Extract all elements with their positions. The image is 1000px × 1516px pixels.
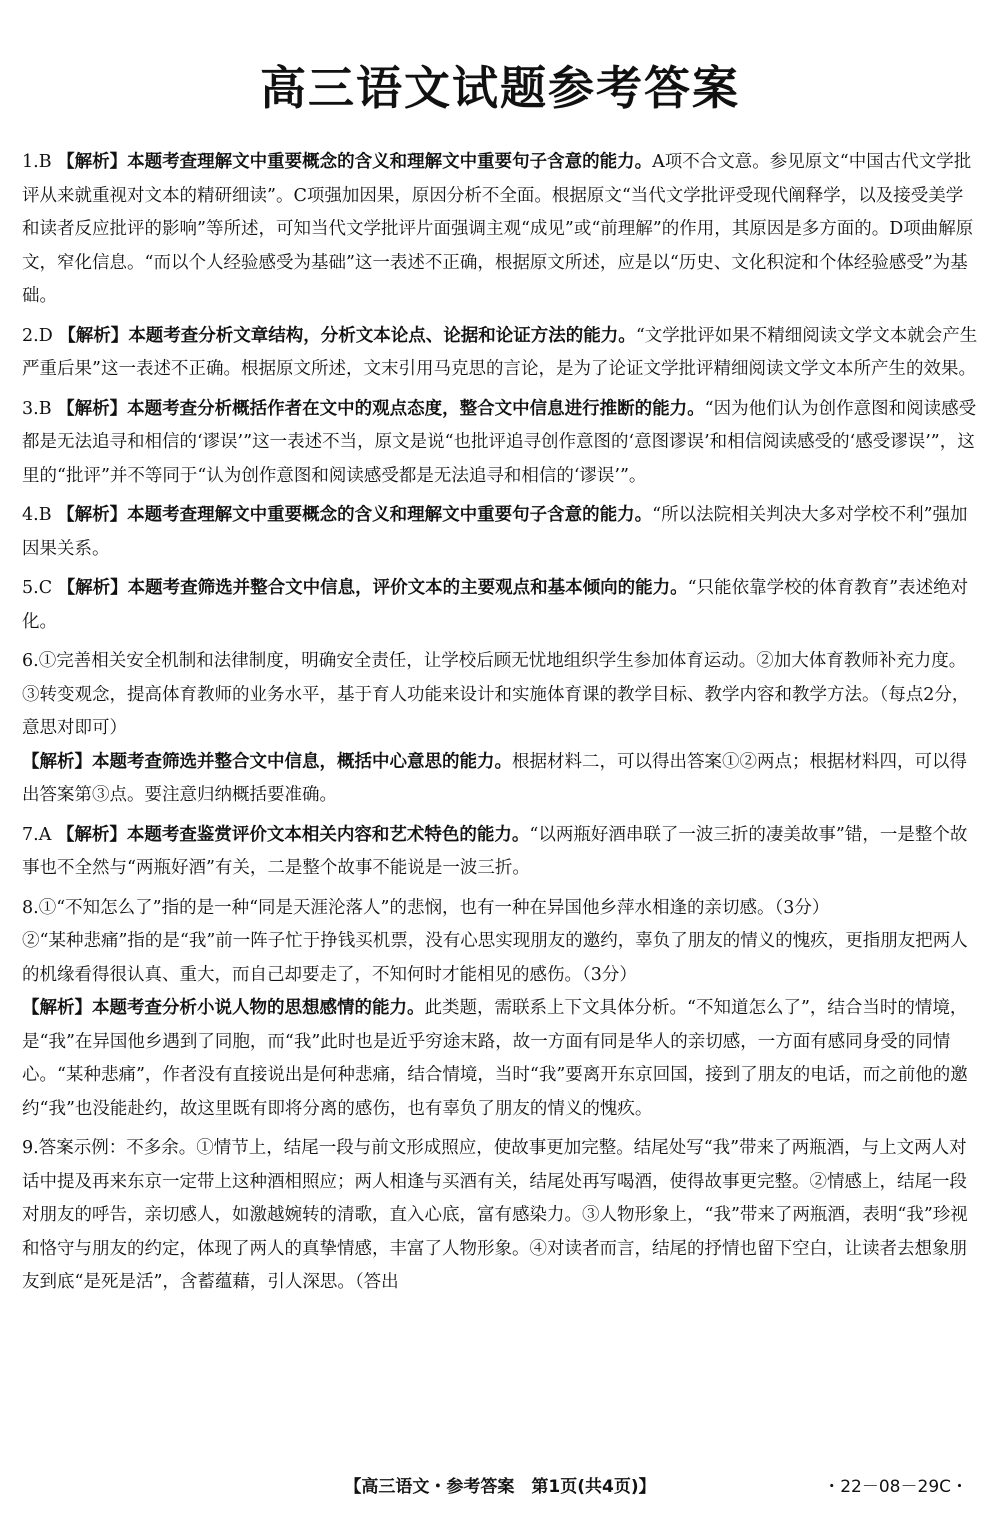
item-number: 1.B — [22, 152, 52, 172]
analysis-tag: 【解析】 — [57, 398, 128, 419]
answer-item-4 — [22, 499, 978, 566]
item-number: 6. — [22, 651, 39, 671]
analysis-lead: 本题考查分析小说人物的思想感情的能力。 — [92, 998, 425, 1018]
analysis-lead: 本题考查鉴赏评价文本相关内容和艺术特色的能力。 — [126, 824, 530, 845]
answer-item-9 — [22, 1132, 978, 1300]
answer-text: ①完善相关安全机制和法律制度，明确安全责任，让学校后顾无忧地组织学生参加体育运动。②加大体育教师补充力度。③转变观念，提高体育教师的业务水平，基于育人功能来设计和实施体育课的教学目标、教学内容和教学方法。（每点2分，意思对即可） — [22, 651, 970, 738]
answer-text: 答案示例：不多余。①情节上，结尾一段与前文形成照应，使故事更加完整。结尾处写“我”带来了两瓶酒，与上文两人对话中提及再来东京一定带上这种酒相照应；两人相逢与买酒有关，结尾处再写喝酒，使得故事更完整。②情感上，结尾一段对朋友的呼告，亲切感人，如激越婉转的清歌，直入心底，富有感染力。③人物形象上，“我”带来了两瓶酒，表明“我”珍视和恪守与朋友的约定，体现了两人的真挚情感，丰富了人物形象。④对读者而言，结尾的抒情也留下空白，让读者去想象朋友到底“是死是活”，含蓄蕴藉，引人深思。（答出 — [22, 1138, 968, 1292]
item-number: 4.B — [22, 505, 52, 525]
answer-list — [22, 146, 978, 1306]
analysis-body: A项不合文意。参见原文“中国古代文学批评从来就重视对文本的精研细读”。C项强加因果，原因分析不全面。根据原文“当代文学批评受现代阐释学，以及接受美学和读者反应批评的影响”等所述，可知当代文学批评片面强调主观“成见”或“前理解”的作用，其原因是多方面的。D项曲解原文，窄化信息。“而以个人经验感受为基础”这一表述不正确，根据原文所述，应是以“历史、文化积淀和个体经验感受”为基础。 — [22, 152, 974, 306]
answer-text-2: ②“某种悲痛”指的是“我”前一阵子忙于挣钱买机票，没有心思实现朋友的邀约，辜负了朋友的情义的愧疚，更指朋友把两人的机缘看得很认真、重大，而自己却要走了，不知何时才能相见的感伤。（3分） — [22, 931, 968, 985]
answer-item-1 — [22, 146, 978, 314]
analysis-lead: 本题考查理解文中重要概念的含义和理解文中重要句子含意的能力。 — [127, 152, 653, 172]
analysis-lead: 本题考查筛选并整合文中信息，评价文本的主要观点和基本倾向的能力。 — [127, 578, 688, 598]
item-number: 8. — [22, 897, 39, 918]
analysis-tag: 【解析】 — [57, 578, 128, 598]
page-footer — [0, 1468, 1000, 1498]
item-number: 3.B — [22, 398, 52, 419]
analysis-tag: 【解析】 — [22, 998, 92, 1018]
page-title: 高三语文试题参考答案 — [260, 61, 740, 115]
analysis-body: “只能依靠学校的体育教育”表述绝对化。 — [22, 578, 969, 632]
analysis-body: “以两瓶好酒串联了一波三折的凄美故事”错，一是整个故事也不全然与“两瓶好酒”有关，二是整个故事不能说是一波三折。 — [22, 824, 968, 878]
item-number: 5.C — [22, 578, 53, 598]
footer-page-info: 【高三语文・参考答案 第1页(共4页)】 — [344, 1477, 656, 1497]
analysis-body: “文学批评如果不精细阅读文学文本就会产生严重后果”这一表述不正确。根据原文所述，文末引用马克思的言论，是为了论证文学批评精细阅读文学文本所产生的效果。 — [22, 325, 978, 379]
analysis-body: “所以法院相关判决大多对学校不利”强加因果关系。 — [22, 505, 968, 559]
analysis-tag: 【解析】 — [57, 152, 128, 172]
analysis-lead: 本题考查筛选并整合文中信息，概括中心意思的能力。 — [92, 751, 512, 772]
analysis-tag: 【解析】 — [58, 325, 129, 346]
analysis-tag: 【解析】 — [57, 505, 128, 525]
item-number: 9. — [22, 1138, 39, 1158]
analysis-tag: 【解析】 — [56, 824, 127, 845]
answer-item-7 — [22, 819, 978, 886]
answer-item-3 — [22, 393, 978, 494]
item-number: 2.D — [22, 325, 53, 346]
item-number: 7.A — [22, 824, 52, 845]
answer-item-8 — [22, 892, 978, 1127]
analysis-body: 根据材料二，可以得出答案①②两点；根据材料四，可以得出答案第③点。要注意归纳概括要准确。 — [22, 751, 967, 805]
analysis-lead: 本题考查分析文章结构，分析文本论点、论据和论证方法的能力。 — [128, 325, 636, 346]
footer-code: ・22－08－29C・ — [823, 1477, 968, 1497]
analysis-body: 此类题，需联系上下文具体分析。“不知道怎么了”，结合当时的情境，是“我”在异国他乡遇到了同胞，而“我”此时也是近乎穷途末路，故一方面有同是华人的亲切感，一方面有感同身受的同情心。“某种悲痛”，作者没有直接说出是何种悲痛，结合情境，当时“我”要离开东京回国，接到了朋友的电话，而之前他的邀约“我”也没能赴约，故这里既有即将分离的感伤，也有辜负了朋友的情义的愧疚。 — [22, 998, 968, 1119]
analysis-tag: 【解析】 — [22, 751, 92, 772]
analysis-lead: 本题考查分析概括作者在文中的观点态度，整合文中信息进行推断的能力。 — [127, 398, 705, 419]
answer-item-2 — [22, 320, 978, 387]
answer-item-6 — [22, 645, 978, 813]
answer-item-5 — [22, 572, 978, 639]
answer-text-1: ①“不知怎么了”指的是一种“同是天涯沦落人”的悲悯，也有一种在异国他乡萍水相逢的亲切感。（3分） — [38, 897, 830, 918]
analysis-lead: 本题考查理解文中重要概念的含义和理解文中重要句子含意的能力。 — [127, 505, 653, 525]
analysis-body: “因为他们认为创作意图和阅读感受都是无法追寻和相信的‘谬误’”这一表述不当，原文是说“也批评追寻创作意图的‘意图谬误’和相信阅读感受的‘感受谬误’”，这里的“批评”并不等同于“认为创作意图和阅读感受都是无法追寻和相信的‘谬误’”。 — [22, 398, 977, 486]
